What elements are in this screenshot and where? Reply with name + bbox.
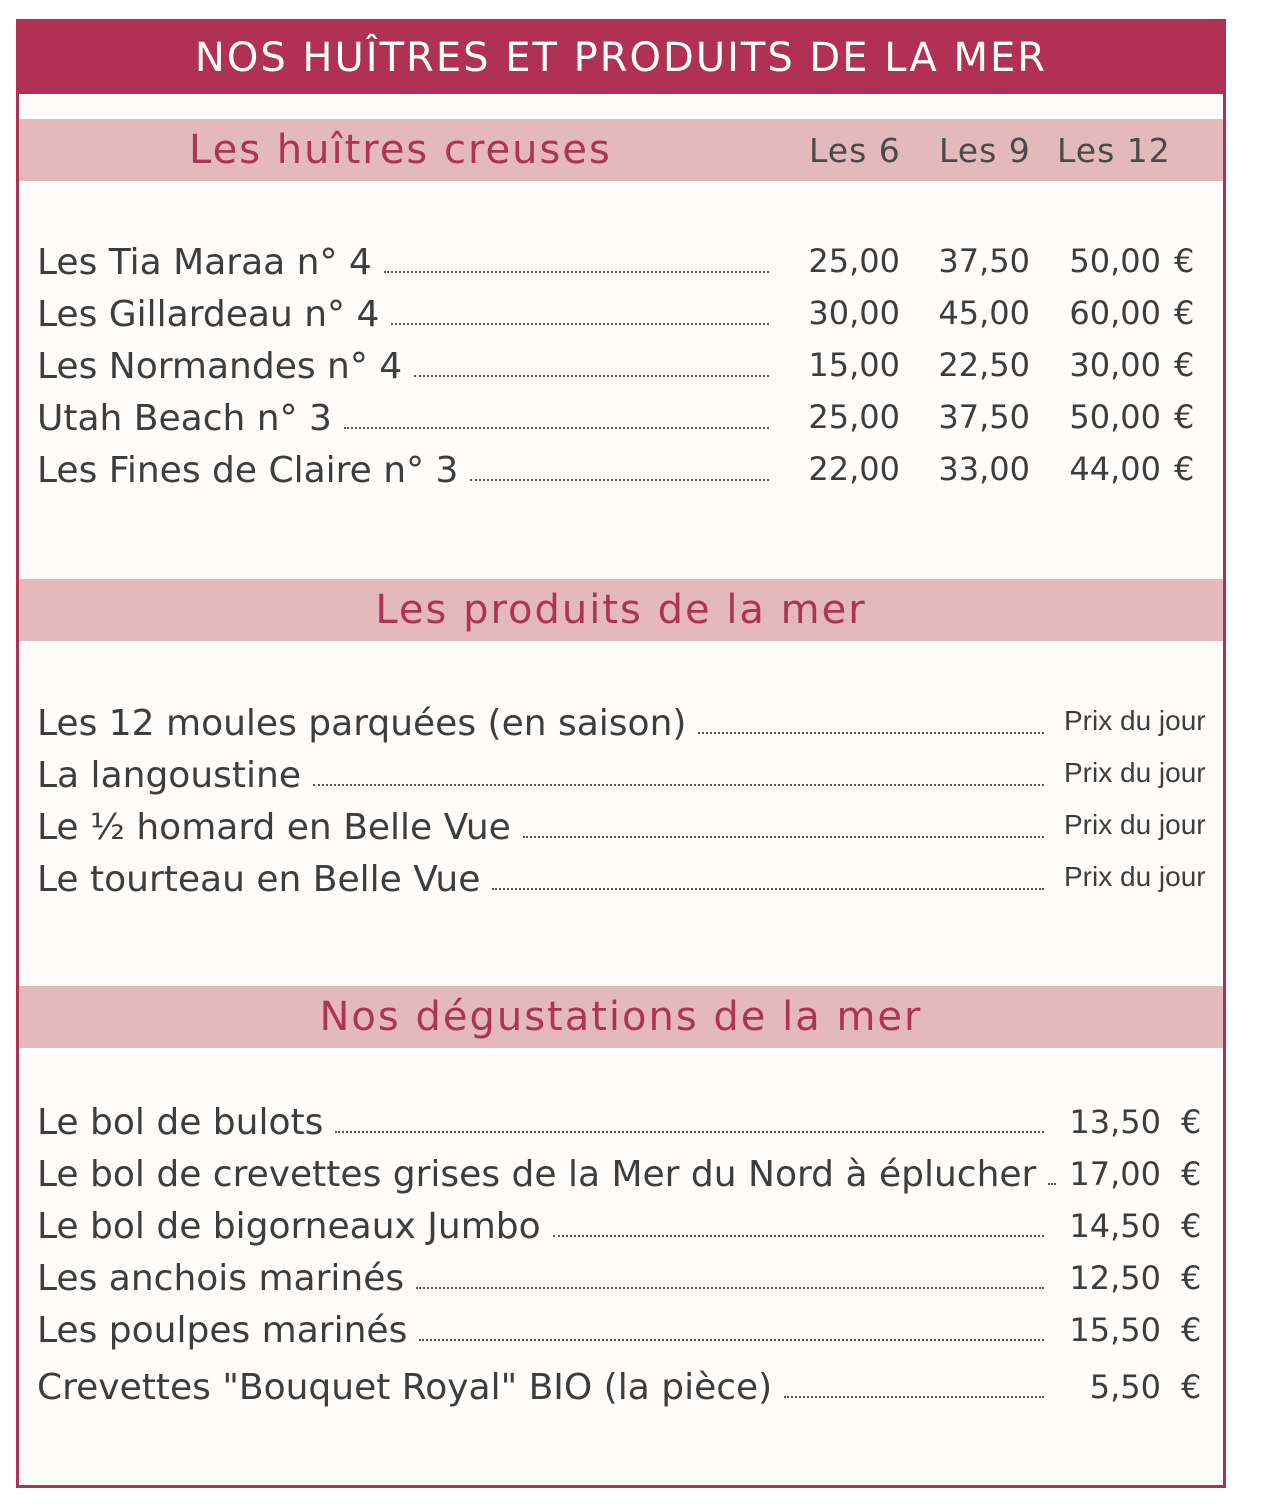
section-title-seafood: Les produits de la mer <box>375 587 867 633</box>
menu-item-name: Le ½ homard en Belle Vue <box>37 807 511 848</box>
menu-item-name: Les Tia Maraa n° 4 <box>37 242 372 283</box>
currency-symbol: € <box>1181 1259 1202 1297</box>
menu-item-row <box>37 744 1044 796</box>
menu-item-name: La langoustine <box>37 755 301 796</box>
currency-symbol: € <box>1181 1368 1202 1406</box>
dotted-leader <box>784 1396 1044 1398</box>
menu-item-row <box>37 1247 1044 1299</box>
column-header-9: Les 9 <box>939 130 1031 170</box>
price-of-the-day: Prix du jour <box>1064 757 1206 788</box>
menu-item-name: Les 12 moules parquées (en saison) <box>37 703 687 744</box>
column-header-6: Les 6 <box>809 130 901 170</box>
menu-item-name: Le bol de bulots <box>37 1102 324 1143</box>
item-price: 12,50 <box>1069 1259 1161 1297</box>
price-9: 33,00 <box>938 450 1030 488</box>
menu-item-row <box>37 1356 1044 1408</box>
menu-item-row <box>37 335 769 387</box>
price-12: 50,00 <box>1069 242 1161 280</box>
item-price: 13,50 <box>1069 1103 1161 1141</box>
price-12: 60,00 <box>1069 294 1161 332</box>
menu-item-name: Le tourteau en Belle Vue <box>37 859 481 900</box>
dotted-leader <box>313 784 1044 786</box>
price-6: 22,00 <box>808 450 900 488</box>
section-header-seafood <box>19 579 1223 641</box>
column-header-12: Les 12 <box>1057 130 1171 170</box>
currency-symbol: € <box>1174 450 1195 488</box>
dotted-leader <box>416 1287 1044 1289</box>
price-of-the-day: Prix du jour <box>1064 809 1206 840</box>
price-6: 25,00 <box>808 398 900 436</box>
menu-item-name: Les anchois marinés <box>37 1258 405 1299</box>
price-12: 30,00 <box>1069 346 1161 384</box>
section-header-oysters <box>19 119 1223 181</box>
menu-item-name: Crevettes "Bouquet Royal" BIO (la pièce) <box>37 1367 773 1408</box>
dotted-leader <box>492 888 1044 890</box>
menu-item-row <box>37 1091 1044 1143</box>
menu-item-name: Les Normandes n° 4 <box>37 346 403 387</box>
item-price: 5,50 <box>1089 1368 1161 1406</box>
menu-item-name: Les Gillardeau n° 4 <box>37 294 380 335</box>
dotted-leader <box>391 323 769 325</box>
dotted-leader <box>335 1131 1044 1133</box>
section-title-oysters: Les huîtres creuses <box>189 127 612 173</box>
menu-item-row <box>37 1143 1056 1195</box>
section-header-tasting <box>19 986 1223 1048</box>
menu-item-row <box>37 1195 1044 1247</box>
price-9: 37,50 <box>938 398 1030 436</box>
menu-item-row <box>37 387 769 439</box>
menu-item-row <box>37 231 769 283</box>
dotted-leader <box>470 479 769 481</box>
dotted-leader <box>384 271 769 273</box>
price-12: 44,00 <box>1069 450 1161 488</box>
price-of-the-day: Prix du jour <box>1064 861 1206 892</box>
dotted-leader <box>698 732 1044 734</box>
menu-item-name: Les Fines de Claire n° 3 <box>37 450 459 491</box>
dotted-leader <box>553 1235 1044 1237</box>
menu-frame <box>16 19 1226 1488</box>
menu-item-row <box>37 848 1044 900</box>
section-title-tasting: Nos dégustations de la mer <box>319 994 923 1040</box>
currency-symbol: € <box>1174 346 1195 384</box>
menu-item-row <box>37 439 769 491</box>
price-9: 37,50 <box>938 242 1030 280</box>
currency-symbol: € <box>1174 294 1195 332</box>
price-12: 50,00 <box>1069 398 1161 436</box>
dotted-leader <box>1048 1183 1056 1185</box>
menu-item-name: Le bol de crevettes grises de la Mer du Nord à éplucher <box>37 1154 1037 1195</box>
menu-item-row <box>37 796 1044 848</box>
currency-symbol: € <box>1181 1311 1202 1349</box>
item-price: 14,50 <box>1069 1207 1161 1245</box>
menu-item-row <box>37 1299 1044 1351</box>
menu-item-name: Utah Beach n° 3 <box>37 398 332 439</box>
menu-item-row <box>37 692 1044 744</box>
price-6: 30,00 <box>808 294 900 332</box>
currency-symbol: € <box>1174 398 1195 436</box>
price-9: 22,50 <box>938 346 1030 384</box>
dotted-leader <box>414 375 769 377</box>
menu-item-name: Le bol de bigorneaux Jumbo <box>37 1206 541 1247</box>
currency-symbol: € <box>1181 1155 1202 1193</box>
currency-symbol: € <box>1174 242 1195 280</box>
dotted-leader <box>523 836 1044 838</box>
price-6: 15,00 <box>808 346 900 384</box>
item-price: 17,00 <box>1069 1155 1161 1193</box>
item-price: 15,50 <box>1069 1311 1161 1349</box>
price-9: 45,00 <box>938 294 1030 332</box>
menu-item-row <box>37 283 769 335</box>
price-of-the-day: Prix du jour <box>1064 705 1206 736</box>
price-6: 25,00 <box>808 242 900 280</box>
menu-title: NOS HUÎTRES ET PRODUITS DE LA MER <box>19 22 1223 94</box>
dotted-leader <box>419 1339 1044 1341</box>
currency-symbol: € <box>1181 1207 1202 1245</box>
currency-symbol: € <box>1181 1103 1202 1141</box>
dotted-leader <box>344 427 769 429</box>
menu-item-name: Les poulpes marinés <box>37 1310 408 1351</box>
